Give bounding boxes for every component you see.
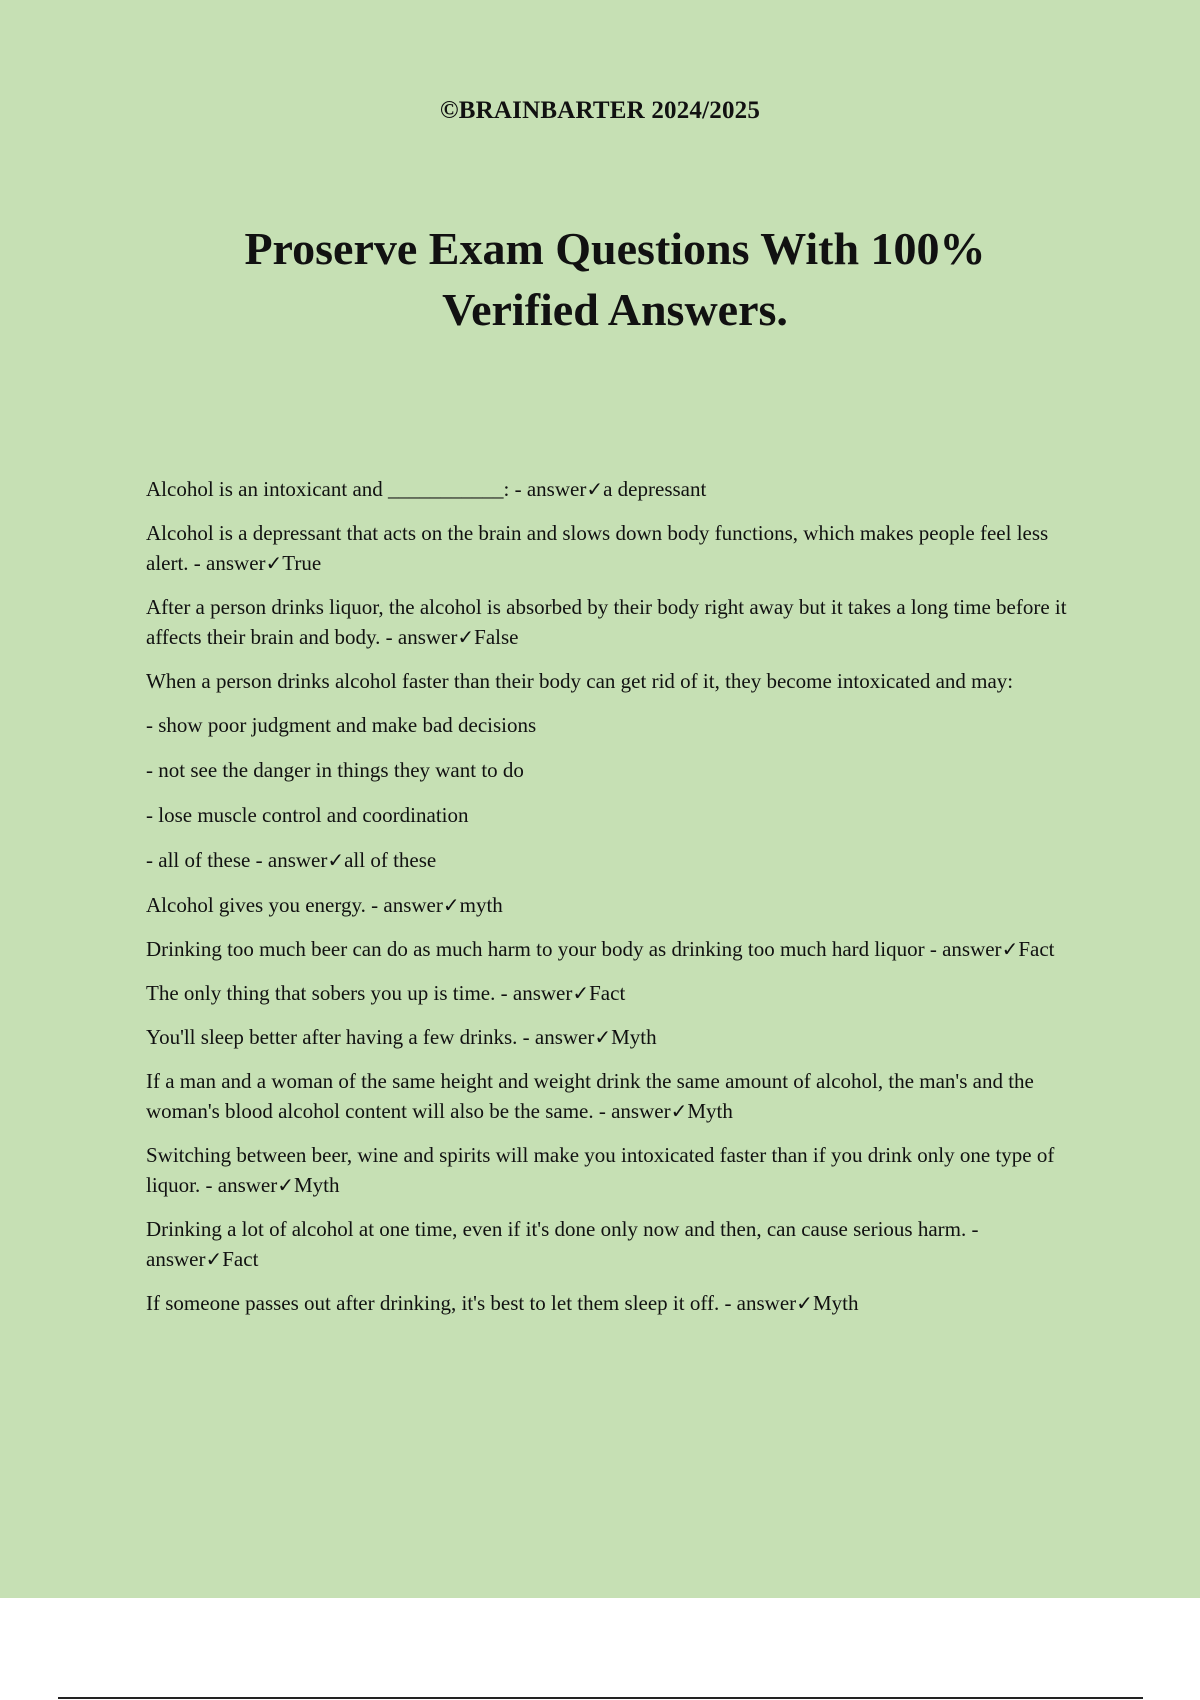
qa-option [146,755,1086,785]
check-icon: ✓ [277,1173,294,1197]
qa-item [146,1140,1086,1200]
qa-item [146,518,1086,578]
qa-item [146,1288,1086,1318]
option-text: - not see the danger in things they want to do [146,758,524,782]
question-text: After a person drinks liquor, the alcohol is absorbed by their body right away but it takes a long time before it affects their brain and body. - answer [146,595,1067,649]
check-icon: ✓ [572,981,590,1005]
check-icon: ✓ [670,1099,688,1123]
title-line-1: Proserve Exam Questions With 100% [244,223,986,274]
title-line-2: Verified Answers. [442,284,788,335]
check-icon: ✓ [442,893,460,917]
check-icon: ✓ [265,551,283,575]
qa-item [146,978,1086,1008]
question-text: - all of these - answer [146,848,328,872]
answer-text: Fact [222,1247,259,1271]
question-text: The only thing that sobers you up is time. - answer [146,981,573,1005]
document-title [150,218,1080,340]
question-text: If a man and a woman of the same height and weight drink the same amount of alcohol, the man's and the woman's blood alcohol content will also be the same. - answer [146,1069,1034,1123]
answer-text: myth [459,893,503,917]
answer-text: Myth [812,1291,859,1315]
check-icon: ✓ [327,848,345,872]
qa-item [146,1066,1086,1126]
answer-text: False [474,625,519,649]
question-text: You'll sleep better after having a few drinks. - answer [146,1025,595,1049]
question-text: Alcohol is an intoxicant and ___________: - answer [146,477,587,501]
copyright-header: ©BRAINBARTER 2024/2025 [439,97,761,124]
check-icon: ✓ [796,1291,813,1315]
qa-option [146,845,1086,875]
check-icon: ✓ [594,1025,612,1049]
question-text: Drinking too much beer can do as much harm to your body as drinking too much hard liquor - answer [146,937,1002,961]
qa-item [146,1022,1086,1052]
check-icon: ✓ [457,625,475,649]
option-text: - lose muscle control and coordination [146,803,469,827]
qa-item [146,934,1086,964]
check-icon: ✓ [1001,937,1019,961]
qa-item [146,474,1086,504]
check-icon: ✓ [205,1247,223,1271]
qa-option [146,800,1086,830]
qa-item [146,1214,1086,1274]
answer-text: Fact [589,981,626,1005]
answer-text: True [282,551,322,575]
question-text: Switching between beer, wine and spirits will make you intoxicated faster than if you drink only one type of liquor. - answer [146,1143,1055,1197]
question-text: When a person drinks alcohol faster than their body can get rid of it, they become intoxicated and may: [146,669,1014,693]
answer-text: Myth [687,1099,733,1123]
qa-item [146,666,1086,696]
answer-text: Myth [611,1025,657,1049]
answer-text: Fact [1018,937,1055,961]
qa-item [146,890,1086,920]
question-text: Drinking a lot of alcohol at one time, even if it's done only now and then, can cause serious harm. - answer [146,1217,979,1271]
answer-text: a depressant [603,477,707,501]
footer-divider [58,1697,1143,1699]
qa-option [146,710,1086,740]
qa-item [146,592,1086,652]
option-text: - show poor judgment and make bad decisions [146,713,537,737]
question-text: If someone passes out after drinking, it's best to let them sleep it off. - answer [146,1291,797,1315]
check-icon: ✓ [586,477,604,501]
question-text: Alcohol is a depressant that acts on the brain and slows down body functions, which makes people feel less alert. - answer [146,521,1049,575]
answer-text: all of these [344,848,437,872]
question-text: Alcohol gives you energy. - answer [146,893,443,917]
answer-text: Myth [294,1173,340,1197]
qa-list [146,474,1086,1332]
